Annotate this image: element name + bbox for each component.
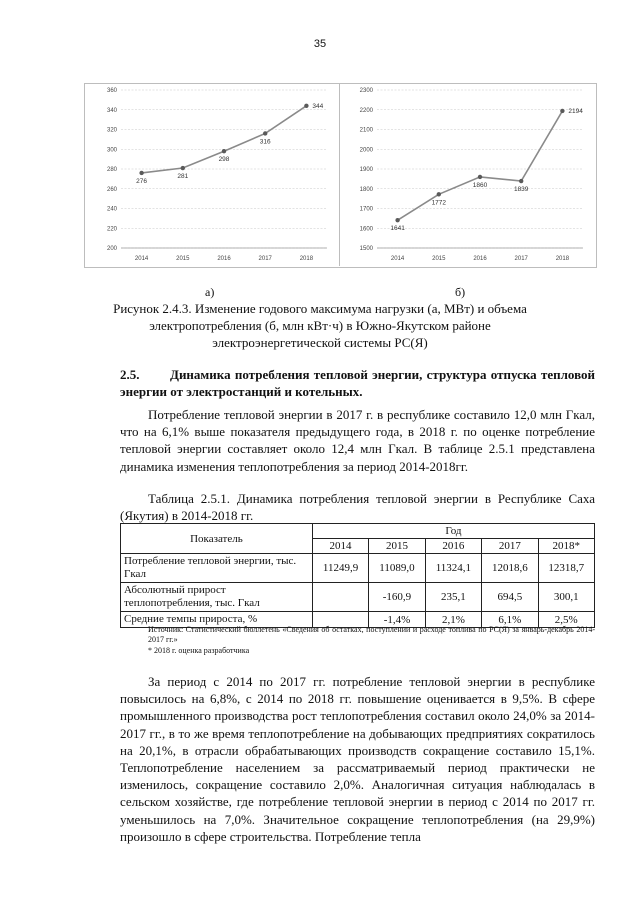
figure-caption: Рисунок 2.4.3. Изменение годового максимума нагрузки (а, МВт) и объема электропотребления (б, млн кВт·ч) в Южно-Якутском районе электроэнергетической системы РС(Я) xyxy=(113,301,527,350)
consumption-table xyxy=(120,523,595,628)
table-cell: 2,1% xyxy=(425,612,481,628)
chart-a-data-point xyxy=(263,131,267,135)
chart-a-y-tick-label: 300 xyxy=(106,147,117,154)
chart-b-data-point xyxy=(437,192,441,196)
table-year: 2015 xyxy=(369,539,425,554)
paragraph-1: Потребление тепловой энергии в 2017 г. в республике составило 12,0 млн Гкал, что на 6,1% выше показателя предыдущего года, в 2018 г. по оценке потребление тепловой энергии составляет около 12,4 млн Гкал. В таблице 2.5.1 представлена динамика изменения теплопотребления за период 2014-2018гг. xyxy=(120,407,595,474)
figure-label-a: а) xyxy=(205,285,215,299)
paragraph-2: За период с 2014 по 2017 гг. потребление тепловой энергии в республике повысилось на 6,8%, с 2014 по 2018 гг. повышение оценивается в 9,5%. В сфере промышленного производства рост теплопотребления составил около 24,0% за 2014-2017 гг., в то же время теплопотребление на добывающих предприятиях сократилось на 20,1%, в отрасли обрабатывающих производств сокращение составило 15,1%. Теплопотребление населением за рассматриваемый период практически не изменилось, сокращение составило 2,0%. Аналогичная ситуация наблюдалась в сельском хозяйстве, где потребление тепловой энергии в период с 2014 по 2017 гг. уменьшилось на 7,0%. Значительное сокращение теплопотребления (на 29,9%) произошло в сфере строительства. Потребление тепла xyxy=(120,674,595,844)
chart-b-series-line xyxy=(398,111,563,220)
table-cell: 300,1 xyxy=(538,583,594,612)
chart-b-data-label: 2194 xyxy=(568,107,583,115)
table-cell: 11089,0 xyxy=(369,554,425,583)
table-cell: 6,1% xyxy=(482,612,538,628)
chart-b-y-tick-label: 1900 xyxy=(359,167,373,173)
chart-b-x-tick-label: 2016 xyxy=(473,256,487,262)
chart-a-y-tick-label: 340 xyxy=(106,107,117,114)
chart-b-x-tick-label: 2014 xyxy=(390,256,405,262)
chart-b-data-label: 1641 xyxy=(390,225,405,233)
row-label: Абсолютный прирост теплопотребления, тыс. Гкал xyxy=(121,583,313,612)
chart-a-y-tick-label: 200 xyxy=(106,246,117,252)
chart-a-y-tick-label: 360 xyxy=(106,88,117,94)
chart-b-x-tick-label: 2017 xyxy=(514,256,528,262)
table-cell: 694,5 xyxy=(482,583,538,612)
table-year: 2016 xyxy=(425,539,481,554)
chart-b-y-tick-label: 1600 xyxy=(359,226,373,233)
table-cell: -1,4% xyxy=(369,612,425,628)
table-cell xyxy=(312,583,368,612)
chart-b-y-tick-label: 1700 xyxy=(359,206,373,213)
chart-b-data-point xyxy=(395,218,399,222)
figure-label-b: б) xyxy=(455,285,466,299)
table-caption: Таблица 2.5.1. Динамика потребления тепловой энергии в Республике Саха (Якутия) в 2014-2018 гг. xyxy=(120,491,595,524)
row-label: Средние темпы прироста, % xyxy=(121,612,313,628)
figure-divider xyxy=(339,83,340,266)
chart-a-x-tick-label: 2014 xyxy=(134,256,149,262)
chart-a-data-label: 316 xyxy=(259,138,271,146)
table-cell: 12318,7 xyxy=(538,554,594,583)
section-number: 2.5. xyxy=(120,367,140,382)
chart-a-x-tick-label: 2018 xyxy=(299,256,314,262)
table-row xyxy=(121,583,595,612)
chart-a-data-label: 344 xyxy=(312,102,324,110)
estimate-footnote: * 2018 г. оценка разработчика xyxy=(148,646,250,655)
chart-a-x-tick-label: 2017 xyxy=(258,256,272,262)
chart-a-y-tick-label: 260 xyxy=(106,186,117,193)
chart-b-data-point xyxy=(560,109,564,113)
table-cell: 2,5% xyxy=(538,612,594,628)
chart-a-y-tick-label: 320 xyxy=(106,127,117,134)
chart-b-data-label: 1772 xyxy=(431,199,447,207)
table-cell: 11249,9 xyxy=(312,554,368,583)
table-cell: -160,9 xyxy=(369,583,425,612)
chart-a-y-tick-label: 280 xyxy=(106,167,117,173)
chart-a-data-label: 276 xyxy=(136,177,148,185)
chart-a-y-tick-label: 240 xyxy=(106,206,117,213)
chart-b-data-label: 1860 xyxy=(472,181,488,189)
chart-b-data-point xyxy=(519,179,523,183)
chart-a-data-point xyxy=(304,104,308,108)
row-label: Потребление тепловой энергии, тыс. Гкал xyxy=(121,554,313,583)
chart-a-data-point xyxy=(222,149,226,153)
page-number: 35 xyxy=(313,38,327,50)
chart-b-x-tick-label: 2018 xyxy=(555,256,570,262)
chart-a-x-tick-label: 2016 xyxy=(217,256,231,262)
table-header-year: Год xyxy=(312,524,594,539)
table-source-note: Источник: Статистический бюллетень «Сведения об остатках, поступлении и расходе топлива по РС(Я) за январь-декабрь 2014-2017 гг.» xyxy=(148,625,595,644)
chart-b-y-tick-label: 2200 xyxy=(359,107,373,114)
chart-a-max-load xyxy=(85,84,339,266)
chart-a-data-point xyxy=(139,171,143,175)
section-heading xyxy=(120,366,595,400)
chart-b-y-tick-label: 1800 xyxy=(359,186,373,193)
table-header-indicator: Показатель xyxy=(121,524,313,554)
chart-b-y-tick-label: 2100 xyxy=(359,127,373,134)
chart-a-data-label: 298 xyxy=(218,156,230,164)
chart-b-data-point xyxy=(478,175,482,179)
table-year: 2014 xyxy=(312,539,368,554)
table-cell: 12018,6 xyxy=(482,554,538,583)
table-cell: 235,1 xyxy=(425,583,481,612)
chart-a-x-tick-label: 2015 xyxy=(176,256,190,262)
chart-b-data-label: 1839 xyxy=(513,186,529,194)
chart-b-y-tick-label: 1500 xyxy=(359,246,373,252)
chart-b-y-tick-label: 2300 xyxy=(359,88,373,94)
chart-a-data-point xyxy=(181,166,185,170)
table-row xyxy=(121,554,595,583)
chart-b-x-tick-label: 2015 xyxy=(432,256,446,262)
chart-a-data-label: 281 xyxy=(177,173,189,181)
chart-b-consumption xyxy=(341,84,595,266)
section-title: Динамика потребления тепловой энергии, структура отпуска тепловой энергии от электростанций и котельных. xyxy=(120,367,595,399)
table-cell: 11324,1 xyxy=(425,554,481,583)
chart-a-y-tick-label: 220 xyxy=(106,226,117,233)
chart-b-y-tick-label: 2000 xyxy=(359,147,373,154)
table-year: 2017 xyxy=(482,539,538,554)
table-year: 2018* xyxy=(538,539,594,554)
